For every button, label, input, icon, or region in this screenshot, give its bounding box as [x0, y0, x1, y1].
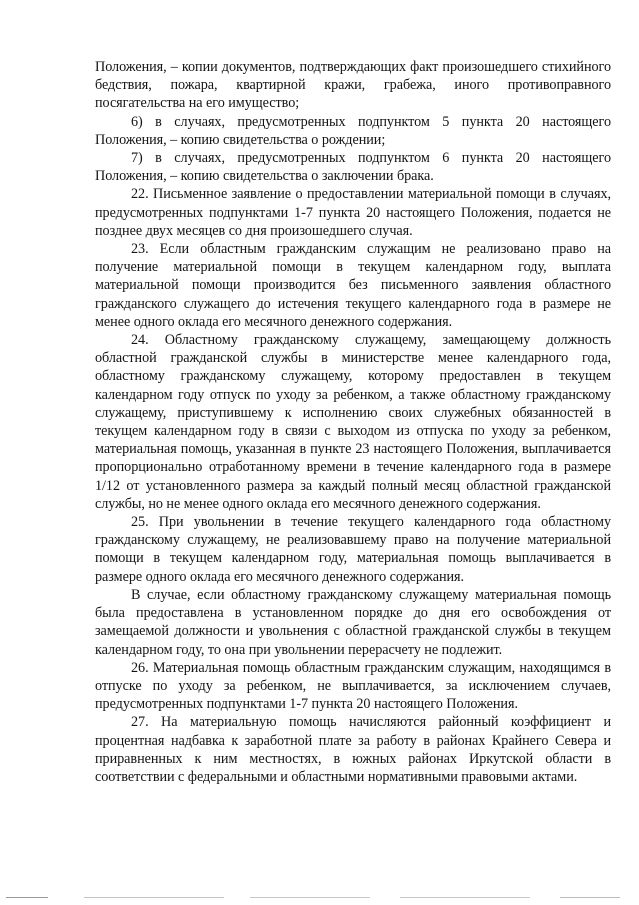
paragraph-23: 23. Если областным гражданским служащим не реализовано право на получение материальной помощи в текущем календарном году, выплата материальной помощи производится без письменного заявления областного гражданского служащего до истечения текущего календарного года в размере не менее одного оклада его месячного денежного содержания. [95, 241, 611, 330]
scan-artifact-line [400, 897, 530, 898]
paragraph-25: 25. При увольнении в течение текущего календарного года областному гражданскому служащему, не реализовавшему право на получение материальной помощи в текущем календарном году, материальная помощь выплачивается в размере одного оклада его месячного денежного содержания. [95, 514, 611, 585]
paragraph-item-6: 6) в случаях, предусмотренных подпунктом 5 пункта 20 настоящего Положения, – копию свидетельства о рождении; [95, 113, 611, 148]
scan-artifact-line [250, 897, 370, 898]
scan-artifact-line [84, 897, 224, 898]
paragraph-25-case: В случае, если областному гражданскому служащему материальная помощь была предоставлена в установленном порядке до дня его освобождения от замещаемой должности и увольнения с областной гражданской службы в текущем календарном году, то она при увольнении перерасчету не подлежит. [95, 586, 611, 658]
scan-artifact-line [6, 897, 48, 898]
document-page [95, 58, 611, 786]
paragraph-27: 27. На материальную помощь начисляются районный коэффициент и процентная надбавка к заработной плате за работу в районах Крайнего Севера и приравненных к ним местностях, в южных районах Иркутской области в соответствии с федеральными и областными нормативными правовыми актами. [95, 714, 611, 785]
paragraph-26: 26. Материальная помощь областным гражданским служащим, находящимся в отпуске по уходу за ребенком, не выплачивается, за исключением случаев, предусмотренных подпунктами 1-7 пункта 20 настоящего Положения. [95, 659, 611, 713]
scan-artifact-line [560, 897, 620, 898]
paragraph-item-7: 7) в случаях, предусмотренных подпунктом 6 пункта 20 настоящего Положения, – копию свидетельства о заключении брака. [95, 150, 611, 185]
paragraph-continuation: Положения, – копии документов, подтверждающих факт произошедшего стихийного бедствия, пожара, квартирной кражи, грабежа, иного противоправного посягательства на его имущество; [95, 59, 611, 112]
paragraph-22: 22. Письменное заявление о предоставлении материальной помощи в случаях, предусмотренных подпунктами 1-7 пункта 20 настоящего Положения, подается не позднее двух месяцев со дня произошедшего случая. [95, 186, 611, 239]
paragraph-24: 24. Областному гражданскому служащему, замещающему должность областной гражданской службы в министерстве менее календарного года, областному гражданскому служащему, которому предоставлен в текущем календарном году отпуск по уходу за ребенком, а также областному гражданскому служащему, приступившему к исполнению своих служебных обязанностей в текущем календарном году в связи с выходом из отпуска по уходу за ребенком, материальная помощь, указанная в пункте 23 настоящего Положения, выплачивается пропорционально отработанному времени в течение календарного года в размере 1/12 от установленного размера за каждый полный месяц областной гражданской службы, но не менее одного оклада его месячного денежного содержания. [95, 332, 611, 512]
